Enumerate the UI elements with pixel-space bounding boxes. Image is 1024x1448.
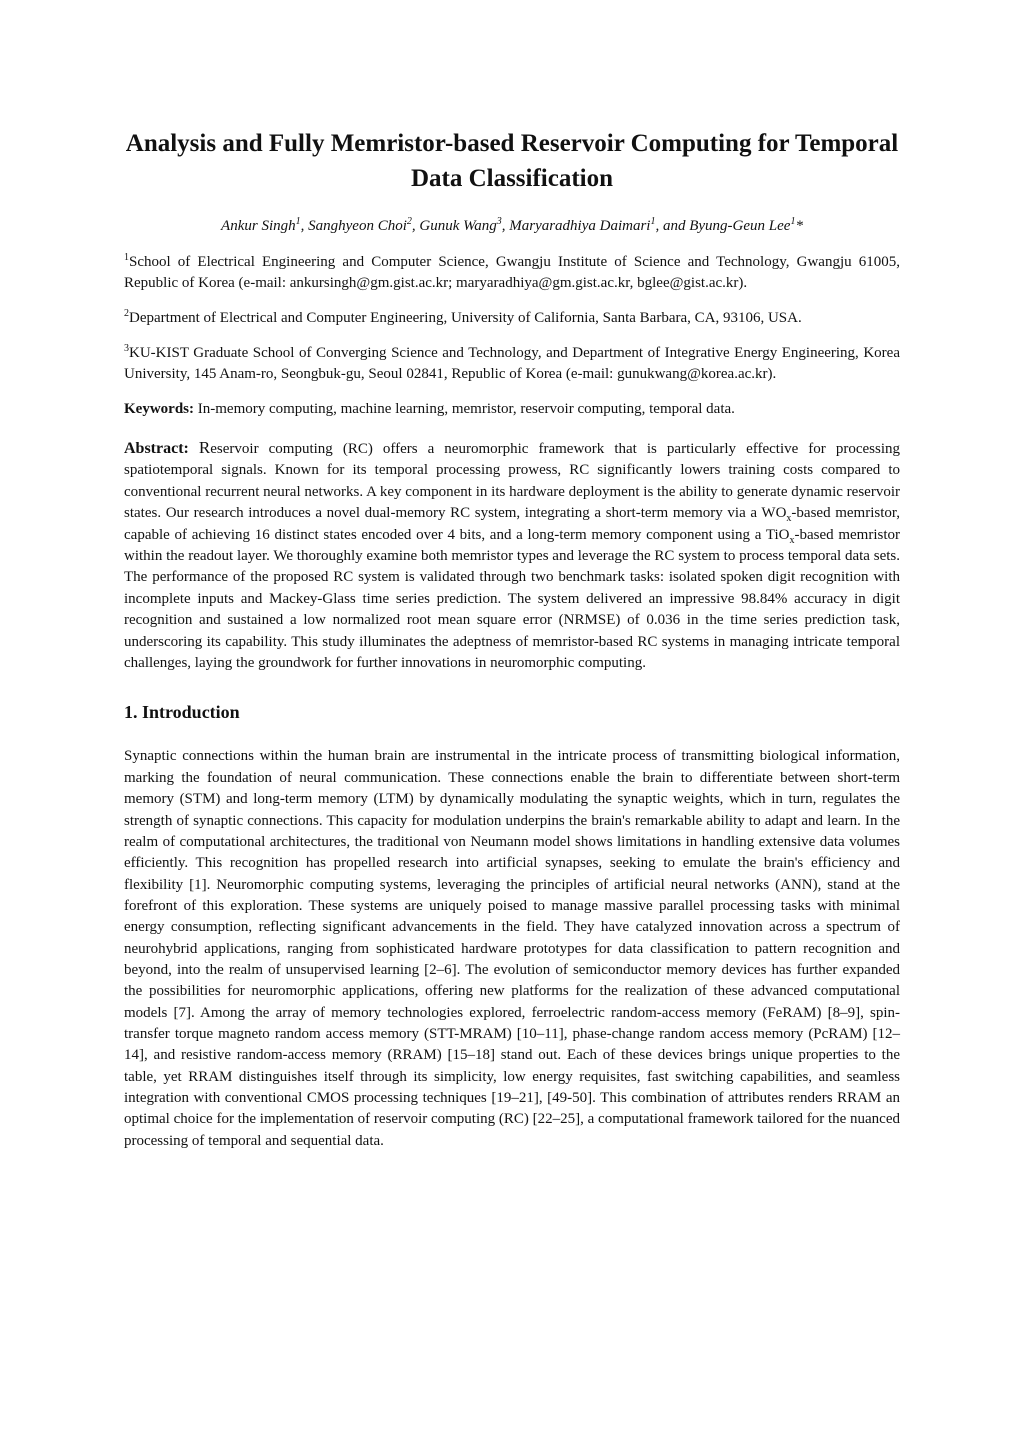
author-name: Ankur Singh (221, 218, 296, 234)
abstract-text: eservoir computing (RC) offers a neuromorphic framework that is particularly effective for processing spatiotemporal signals. Known for its temporal processing prowess, RC significantly lowers training costs compared to conventional recurrent neural networks. A key component in its hardware deployment is the ability to generate dynamic reservoir states. Our research introduces a novel dual-memory RC system, integrating a short-term memory via a WO (124, 441, 900, 522)
abstract-text: -based memristor within the readout layer. We thoroughly examine both memristor types and leverage the RC system to process temporal data sets. The performance of the proposed RC system is validated through two benchmark tasks: isolated spoken digit recognition with incomplete inputs and Mackey-Glass time series prediction. The system delivered an impressive 98.84% accuracy in digit recognition and sustained a low normalized root mean square error (NRMSE) of 0.036 in the time series prediction task, underscoring its capability. This study illuminates the adeptness of memristor-based RC systems in managing intricate temporal challenges, laying the groundwork for further innovations in neuromorphic computing. (124, 526, 900, 672)
keywords-label: Keywords: (124, 401, 194, 417)
author-separator: , (501, 218, 510, 234)
author-separator: , (300, 218, 309, 234)
author-affiliation-mark: 1 (790, 216, 796, 227)
author-name: Byung-Geun Lee (689, 218, 791, 234)
affiliation (124, 343, 900, 385)
author-affiliation-mark: 3 (496, 216, 502, 227)
author-affiliation-mark: 1 (650, 216, 656, 227)
author-name: Gunuk Wang (419, 218, 497, 234)
affiliation (124, 252, 900, 294)
affiliation-text: Department of Electrical and Computer Engineering, University of California, Santa Barbara, CA, 93106, USA. (129, 310, 802, 326)
affiliation (124, 308, 900, 329)
corresponding-author-mark: * (795, 218, 803, 234)
section-heading: 1. Introduction (124, 702, 240, 723)
author-affiliation-mark: 2 (406, 216, 412, 227)
affiliation-number: 3 (124, 343, 129, 354)
author-name: Maryaradhiya Daimari (509, 218, 651, 234)
affiliation-text: KU-KIST Graduate School of Converging Science and Technology, and Department of Integrative Energy Engineering, Korea University, 145 Anam-ro, Seongbuk-gu, Seoul 02841, Republic of Korea (e-mail: gunukwang@korea.ac.kr). (124, 345, 900, 382)
author-list (124, 216, 900, 236)
keywords-text: In-memory computing, machine learning, memristor, reservoir computing, temporal data. (197, 401, 735, 417)
affiliation-number: 1 (124, 252, 129, 263)
subscript: x (789, 534, 795, 546)
abstract-label: Abstract: (124, 440, 189, 457)
subscript: x (786, 513, 792, 525)
affiliation-text: School of Electrical Engineering and Computer Science, Gwangju Institute of Science and Technology, Gwangju 61005, Republic of Korea (e-mail: ankursingh@gm.gist.ac.kr; maryaradhiya@gm.gist.ac.kr, bglee@gist.ac.kr). (124, 254, 900, 291)
paper-page (124, 118, 900, 1152)
author-affiliation-mark: 1 (295, 216, 301, 227)
abstract-text: -based memristor, capable of achieving 16 distinct states encoded over 4 bits, and a long-term memory component using a TiO (124, 505, 901, 543)
keywords (124, 399, 900, 420)
affiliation-number: 2 (124, 308, 129, 319)
author-name: Sanghyeon Choi (308, 218, 407, 234)
abstract-dropcap: R (198, 438, 211, 457)
section-body: Synaptic connections within the human brain are instrumental in the intricate process of transmitting biological information, marking the foundation of neural communication. These connections enable the brain to differentiate between short-term memory (STM) and long-term memory (LTM) by dynamically modulating the synaptic weights, which in turn, regulates the strength of synaptic connections. This capacity for modulation underpins the brain's remarkable ability to adapt and learn. In the realm of computational architectures, the traditional von Neumann model shows limitations in handling extensive data volumes efficiently. This recognition has propelled research into artificial synapses, seeking to emulate the brain's efficiency and flexibility [1]. Neuromorphic computing systems, leveraging the principles of artificial neural networks (ANN), stand at the forefront of this exploration. These systems are uniquely poised to manage massive parallel processing tasks with minimal energy consumption, reflecting significant advancements in the field. They have catalyzed innovation across a spectrum of neurohybrid applications, ranging from sophisticated hardware prototypes for data classification to pattern recognition and beyond, into the realm of unsupervised learning [2–6]. The evolution of semiconductor memory devices has further expanded the possibilities for neuromorphic applications, offering new platforms for the realization of these advanced computational models [7]. Among the array of memory technologies explored, ferroelectric random-access memory (FeRAM) [8–9], spin-transfer torque magneto random access memory (STT-MRAM) [10–11], phase-change random access memory (PcRAM) [12–14], and resistive random-access memory (RRAM) [15–18] stand out. Each of these devices brings unique properties to the table, yet RRAM distinguishes itself through its simplicity, low energy requisites, fast switching capabilities, and seamless integration with conventional CMOS processing techniques [19–21], [49-50]. This combination of attributes renders RRAM an optimal choice for the implementation of reservoir computing (RC) [22–25], a computational framework tailored for the nuanced processing of temporal and sequential data. (124, 748, 901, 1149)
abstract (124, 437, 900, 674)
paper-title: Analysis and Fully Memristor-based Reservoir Computing for Temporal Data Classification (125, 130, 899, 192)
author-separator: , (411, 218, 420, 234)
author-separator: , and (655, 218, 690, 234)
